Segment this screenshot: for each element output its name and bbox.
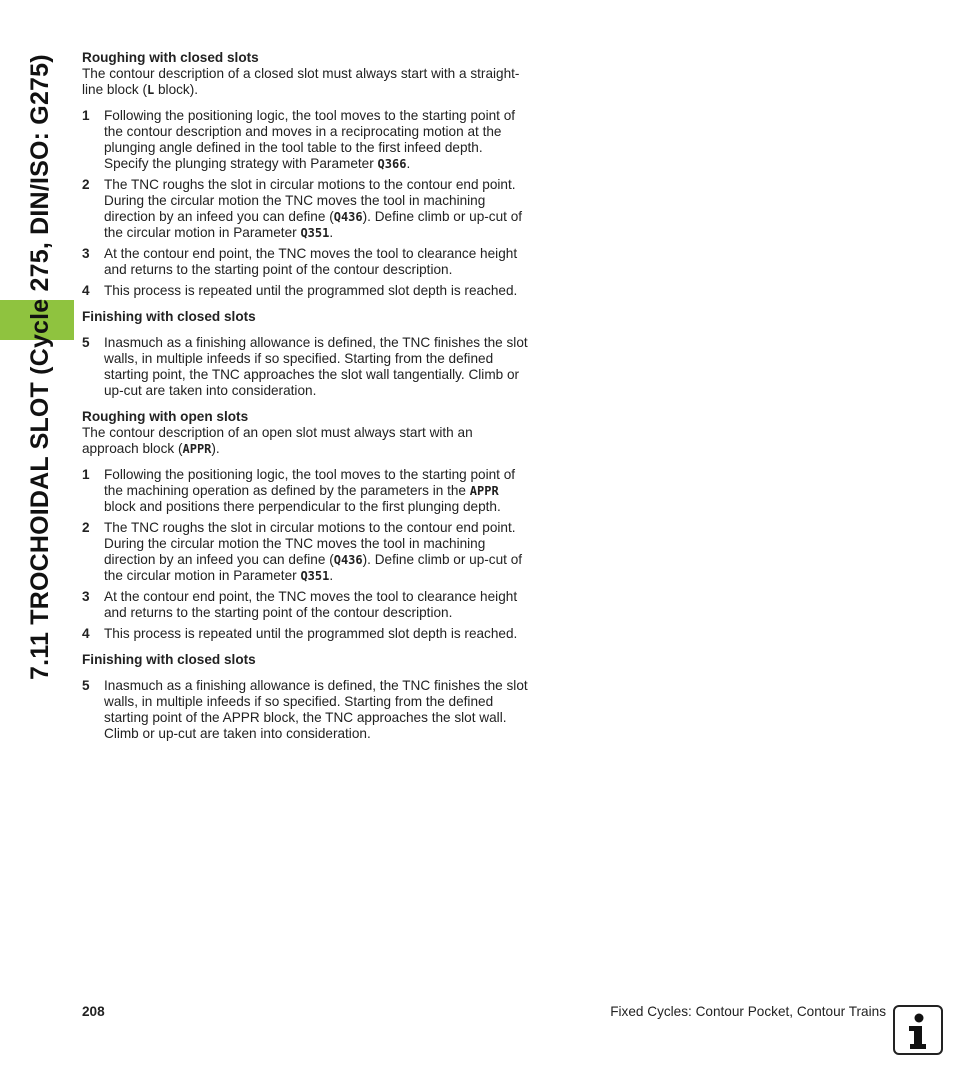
section xyxy=(82,309,528,399)
step-text xyxy=(104,626,528,642)
text-fragment: Following the positioning logic, the tool moves to the starting point of the machining operation as defined by the parameters in the xyxy=(104,467,516,498)
info-icon xyxy=(893,1005,943,1055)
code-token: Q366 xyxy=(377,157,407,171)
code-token: Q351 xyxy=(300,226,330,240)
step-text xyxy=(104,246,528,278)
section-heading: Finishing with closed slots xyxy=(82,309,256,324)
list-item xyxy=(82,108,528,172)
section xyxy=(82,50,528,299)
step-text xyxy=(104,177,528,241)
text-fragment: The contour description of an open slot must always start with an approach block ( xyxy=(82,425,473,456)
step-number: 4 xyxy=(82,626,90,641)
list-item xyxy=(82,626,528,642)
text-fragment: . xyxy=(329,225,334,240)
footer-chapter-title: Fixed Cycles: Contour Pocket, Contour Trains xyxy=(610,1004,886,1019)
step-number: 3 xyxy=(82,589,90,604)
list-item xyxy=(82,678,528,742)
step-text xyxy=(104,283,528,299)
step-text xyxy=(104,589,528,621)
step-text xyxy=(104,335,528,399)
step-number: 1 xyxy=(82,467,90,482)
step-text xyxy=(104,520,528,584)
section xyxy=(82,652,528,742)
step-number: 2 xyxy=(82,520,90,535)
text-fragment: . xyxy=(329,568,334,583)
text-fragment: The TNC roughs the slot in circular motions to the contour end point. During the circular motion the TNC moves the tool in machining direction by an infeed you can define ( xyxy=(104,520,516,567)
section xyxy=(82,409,528,642)
code-token: APPR xyxy=(182,442,212,456)
section-heading: Roughing with closed slots xyxy=(82,50,259,65)
list-item xyxy=(82,177,528,241)
code-token: Q351 xyxy=(300,569,330,583)
text-fragment: This process is repeated until the programmed slot depth is reached. xyxy=(104,283,518,298)
list-item xyxy=(82,520,528,584)
section-heading: Roughing with open slots xyxy=(82,409,249,424)
text-fragment: At the contour end point, the TNC moves the tool to clearance height and returns to the starting point of the contour description. xyxy=(104,246,518,277)
section-intro xyxy=(82,66,528,98)
text-fragment: block). xyxy=(154,82,199,97)
step-text xyxy=(104,467,528,515)
step-number: 5 xyxy=(82,678,90,693)
step-number: 5 xyxy=(82,335,90,350)
list-item xyxy=(82,335,528,399)
text-fragment: Inasmuch as a finishing allowance is defined, the TNC finishes the slot walls, in multiple infeeds if so specified. Starting from the defined starting point, the TNC approaches the slot wall tangentially. Climb or up-cut are taken into consideration. xyxy=(104,335,528,398)
text-fragment: Inasmuch as a finishing allowance is defined, the TNC finishes the slot walls, in multiple infeeds if so specified. Starting from the defined starting point of the APPR block, the TNC approaches the slot wall. Climb or up-cut are taken into consideration. xyxy=(104,678,528,741)
section-heading: Finishing with closed slots xyxy=(82,652,256,667)
chapter-title: 7.11 TROCHOIDAL SLOT (Cycle 275, DIN/ISO: G275) xyxy=(26,54,54,680)
list-item xyxy=(82,589,528,621)
text-fragment: The TNC roughs the slot in circular motions to the contour end point. During the circular motion the TNC moves the tool in machining direction by an infeed you can define ( xyxy=(104,177,516,224)
step-number: 3 xyxy=(82,246,90,261)
text-fragment: ). Define climb or up-cut of the circular motion in Parameter xyxy=(104,552,523,583)
list-item xyxy=(82,283,528,299)
step-text xyxy=(104,108,528,172)
page-number: 208 xyxy=(82,1004,105,1019)
text-fragment: This process is repeated until the programmed slot depth is reached. xyxy=(104,626,518,641)
text-fragment: Following the positioning logic, the tool moves to the starting point of the contour description and moves in a reciprocating motion at the plunging angle defined in the tool table to the first infeed depth. Specify the plunging strategy with Parameter xyxy=(104,108,516,171)
text-fragment: ). xyxy=(211,441,220,456)
step-number: 1 xyxy=(82,108,90,123)
step-number: 2 xyxy=(82,177,90,192)
text-fragment: . xyxy=(406,156,411,171)
step-text xyxy=(104,678,528,742)
code-token: Q436 xyxy=(333,553,363,567)
section-intro xyxy=(82,425,528,457)
list-item xyxy=(82,467,528,515)
code-token: Q436 xyxy=(333,210,363,224)
page-content xyxy=(82,50,528,742)
text-fragment: ). Define climb or up-cut of the circular motion in Parameter xyxy=(104,209,523,240)
text-fragment: The contour description of a closed slot must always start with a straight-line block ( xyxy=(82,66,520,97)
code-token: APPR xyxy=(469,484,499,498)
text-fragment: block and positions there perpendicular to the first plunging depth. xyxy=(104,499,501,514)
step-number: 4 xyxy=(82,283,90,298)
code-token: L xyxy=(146,83,155,97)
list-item xyxy=(82,246,528,278)
text-fragment: At the contour end point, the TNC moves the tool to clearance height and returns to the starting point of the contour description. xyxy=(104,589,518,620)
